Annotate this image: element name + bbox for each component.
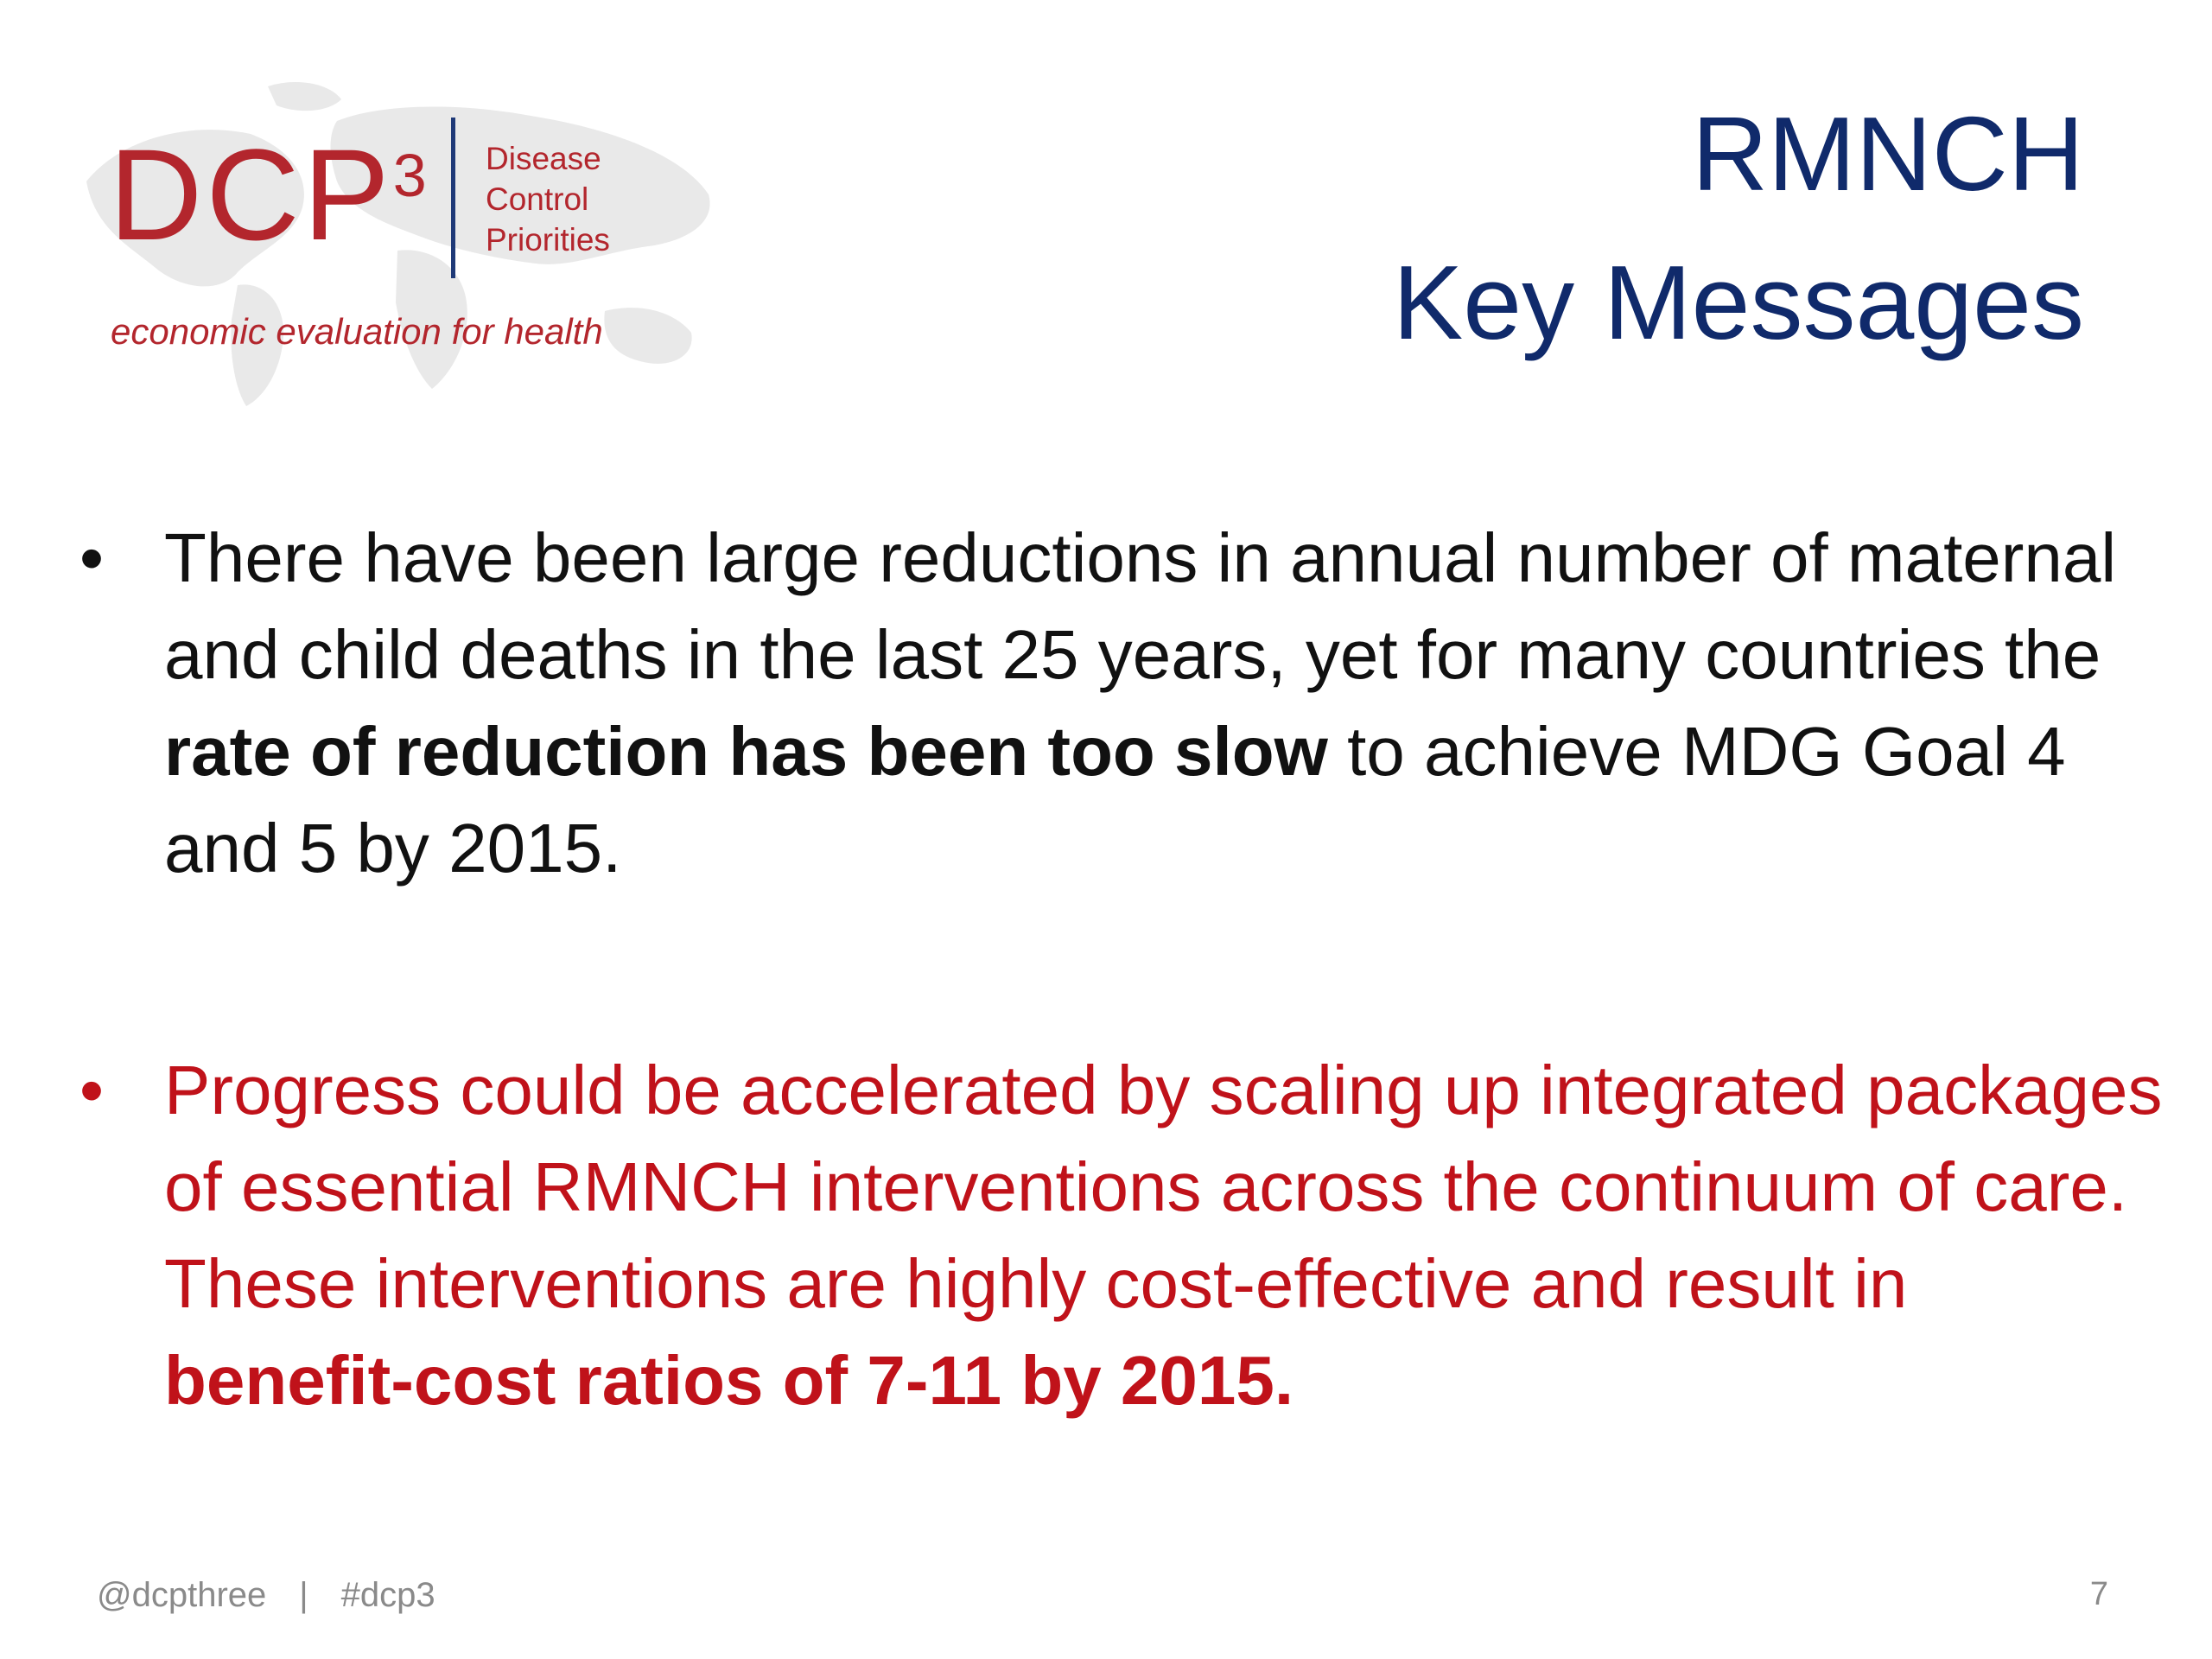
slide-title (1393, 79, 2084, 377)
footer-hashtag: #dcp3 (340, 1576, 435, 1614)
logo-superscript: 3 (392, 142, 430, 209)
logo-mark: DCP$^3$ (109, 122, 430, 267)
logo-divider (451, 118, 455, 278)
footer-handle: @dcpthree (97, 1576, 267, 1614)
bullet-item-1 (79, 510, 2171, 897)
title-line-1: RMNCH (1691, 95, 2084, 213)
bullet-text-after: to achieve MDG Goal 4 and 5 by 2015. (164, 713, 2066, 887)
logo-word-disease: Disease (486, 141, 601, 176)
bullet-list (79, 510, 2171, 1429)
logo-tagline: economic evaluation for health (111, 311, 603, 352)
logo-words (486, 138, 610, 260)
bullet-text: Progress could be accelerated by scaling up integrated packages of essential RMNCH interventions across the continuum of care. These interventions are highly cost-effective and result in (164, 1052, 2163, 1322)
bullet-text: There have been large reductions in annual number of maternal and child deaths in the last 25 years, yet for many countries the (164, 519, 2117, 693)
dcp3-logo (52, 52, 743, 432)
bullet-marker: • (79, 519, 105, 596)
logo-word-control: Control (486, 181, 589, 217)
footer-separator: | (299, 1576, 308, 1614)
bullet-item-2 (79, 1042, 2171, 1429)
bullet-bold-text: rate of reduction has been too slow (164, 713, 1328, 790)
footer-social (97, 1576, 435, 1615)
bullet-bold-text: benefit-cost ratios of 7-11 by 2015. (164, 1342, 1294, 1419)
logo-word-priorities: Priorities (486, 222, 610, 257)
title-line-2: Key Messages (1392, 244, 2084, 361)
bullet-marker: • (79, 1052, 105, 1128)
page-number: 7 (2089, 1576, 2108, 1612)
